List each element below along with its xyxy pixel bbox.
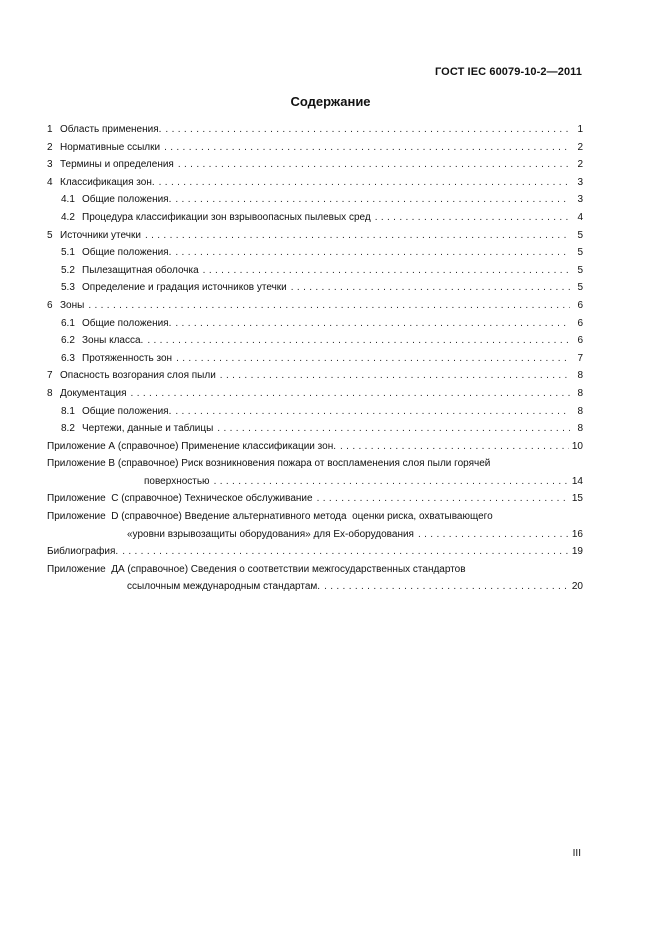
toc-entry-page: 3: [577, 194, 583, 206]
toc-annex-b[interactable]: [47, 455, 583, 490]
toc-entry-number: 8: [47, 387, 53, 399]
toc-entry-page: 6: [577, 335, 583, 347]
standard-identifier: ГОСТ IEC 60079-10-2—2011: [434, 66, 582, 78]
toc-entry-title: Область применения.: [60, 124, 162, 135]
toc-entry-title: Чертежи, данные и таблицы: [82, 423, 214, 435]
toc-entry-8[interactable]: [47, 385, 583, 403]
toc-entry-page: 7: [577, 352, 583, 364]
toc-entry-title: Документация: [60, 387, 127, 399]
toc-entry-page: 6: [577, 299, 583, 311]
toc-entry-title: Процедура классификации зон взрывоопасных пылевых сред: [82, 211, 371, 223]
dot-leader: [214, 473, 569, 491]
dot-leader: [145, 227, 570, 245]
dot-leader: [220, 367, 570, 385]
toc-annex-title-cont: ссылочным международным стандартам.: [127, 581, 321, 593]
toc-entry-2[interactable]: [47, 139, 583, 157]
toc-entry-title: Нормативные ссылки: [60, 141, 161, 153]
toc-annex-title-cont: поверхностью: [144, 475, 210, 487]
toc-annex-title: Приложение С (справочное) Техническое обслуживание: [47, 493, 313, 505]
toc-annex-page: 10: [571, 440, 583, 452]
toc-bibliography[interactable]: [47, 543, 583, 561]
toc-entry-number: 4.2: [61, 211, 75, 223]
toc-entry-number: 3: [47, 159, 53, 171]
toc-entry-page: 5: [577, 247, 583, 259]
toc-entry-6-1[interactable]: [47, 315, 583, 333]
page-folio: III: [572, 848, 581, 859]
dot-leader: [164, 139, 570, 157]
toc-annex-continuation: [47, 578, 583, 596]
toc-bibliography-title: Библиография.: [47, 546, 119, 558]
toc-entry-title: Зоны: [60, 299, 85, 311]
toc-entry-7[interactable]: [47, 367, 583, 385]
toc-entry-title: Термины и определения: [60, 159, 174, 171]
toc-entry-number: 1: [47, 124, 53, 135]
dot-leader: [159, 174, 570, 192]
toc-entry-number: 4: [47, 176, 53, 188]
toc-title: Содержание: [290, 94, 371, 109]
toc-annex-title: Приложение D (справочное) Введение альтернативного метода оценки риска, охватывающего: [47, 511, 493, 523]
dot-leader: [88, 297, 570, 315]
dot-leader: [317, 490, 569, 508]
dot-leader: [340, 438, 569, 456]
toc-entry-8-1[interactable]: [47, 403, 583, 421]
toc-entry-number: 5.1: [61, 247, 75, 259]
toc-entry-page: 8: [577, 370, 583, 382]
toc-entry-page: 3: [577, 176, 583, 188]
table-of-contents: [47, 121, 583, 596]
toc-entry-number: 6.2: [61, 335, 75, 347]
toc-annex-a[interactable]: [47, 438, 583, 456]
toc-entry-page: 8: [577, 405, 583, 417]
toc-entry-title: Опасность возгорания слоя пыли: [60, 370, 216, 382]
dot-leader: [175, 191, 570, 209]
toc-entry-number: 4.1: [61, 194, 75, 206]
toc-entry-3[interactable]: [47, 156, 583, 174]
dot-leader: [375, 209, 570, 227]
toc-entry-6-3[interactable]: [47, 350, 583, 368]
toc-entry-page: 5: [577, 229, 583, 241]
toc-entry-page: 5: [577, 282, 583, 294]
toc-entry-title: Классификация зон.: [60, 176, 155, 188]
toc-entry-5-1[interactable]: [47, 244, 583, 262]
toc-entry-number: 5: [47, 229, 53, 241]
toc-entry-4[interactable]: [47, 174, 583, 192]
toc-annex-c[interactable]: [47, 490, 583, 508]
toc-entry-number: 8.1: [61, 405, 75, 417]
dot-leader: [175, 244, 570, 262]
dot-leader: [131, 385, 570, 403]
dot-leader: [418, 526, 569, 544]
toc-entry-6-2[interactable]: [47, 332, 583, 350]
toc-entry-title: Протяженность зон: [82, 352, 173, 364]
toc-entry-page: 8: [577, 423, 583, 435]
toc-entry-page: 6: [577, 317, 583, 329]
toc-entry-title: Пылезащитная оболочка: [82, 264, 199, 276]
toc-annex-title-cont: «уровни взрывозащиты оборудования» для Ex-оборудования: [127, 528, 414, 540]
dot-leader: [175, 403, 570, 421]
toc-annex-page: 15: [571, 493, 583, 505]
toc-annex-continuation: [47, 473, 583, 491]
dot-leader: [291, 279, 570, 297]
toc-annex-title: Приложение В (справочное) Риск возникновения пожара от воспламенения слоя пыли горячей: [47, 458, 491, 470]
dot-leader: [324, 578, 569, 596]
toc-entry-1[interactable]: [47, 121, 583, 139]
toc-annex-continuation: [47, 526, 583, 544]
toc-entry-5-2[interactable]: [47, 262, 583, 280]
dot-leader: [203, 262, 570, 280]
toc-entry-6[interactable]: [47, 297, 583, 315]
toc-entry-5[interactable]: [47, 227, 583, 245]
toc-annex-page: 14: [571, 475, 583, 487]
toc-entry-number: 7: [47, 370, 53, 382]
toc-entry-number: 8.2: [61, 423, 75, 435]
toc-entry-title: Общие положения.: [82, 247, 172, 259]
toc-entry-title: Общие положения.: [82, 405, 172, 417]
toc-entry-title: Источники утечки: [60, 229, 141, 241]
toc-entry-5-3[interactable]: [47, 279, 583, 297]
toc-entry-title: Определение и градация источников утечки: [82, 282, 287, 294]
toc-entry-page: 2: [577, 159, 583, 171]
toc-entry-number: 6.1: [61, 317, 75, 329]
dot-leader: [178, 156, 570, 174]
toc-entry-number: 5.2: [61, 264, 75, 276]
dot-leader: [147, 332, 570, 350]
toc-entry-page: 2: [577, 141, 583, 153]
toc-entry-4-1[interactable]: [47, 191, 583, 209]
toc-entry-title: Общие положения.: [82, 317, 172, 329]
dot-leader: [122, 543, 569, 561]
toc-entry-8-2[interactable]: [47, 420, 583, 438]
toc-entry-number: 6: [47, 299, 53, 311]
toc-entry-title: Общие положения.: [82, 194, 172, 206]
toc-bibliography-page: 19: [571, 546, 583, 558]
toc-entry-page: 4: [577, 211, 583, 223]
toc-entry-number: 2: [47, 141, 53, 153]
dot-leader: [176, 350, 570, 368]
toc-entry-page: 1: [577, 124, 583, 135]
toc-entry-title: Зоны класса.: [82, 335, 144, 347]
toc-entry-number: 5.3: [61, 282, 75, 294]
dot-leader: [175, 315, 570, 333]
toc-entry-number: 6.3: [61, 352, 75, 364]
toc-entry-page: 8: [577, 387, 583, 399]
dot-leader: [165, 121, 570, 139]
toc-entry-page: 5: [577, 264, 583, 276]
toc-annex-page: 20: [571, 581, 583, 593]
toc-annex-d[interactable]: [47, 508, 583, 543]
toc-annex-title: Приложение ДА (справочное) Сведения о соответствии межгосударственных стандартов: [47, 563, 466, 575]
toc-annex-page: 16: [571, 528, 583, 540]
toc-entry-4-2[interactable]: [47, 209, 583, 227]
toc-annex-da[interactable]: [47, 561, 583, 596]
toc-annex-title: Приложение А (справочное) Применение классификации зон.: [47, 440, 337, 452]
dot-leader: [217, 420, 570, 438]
